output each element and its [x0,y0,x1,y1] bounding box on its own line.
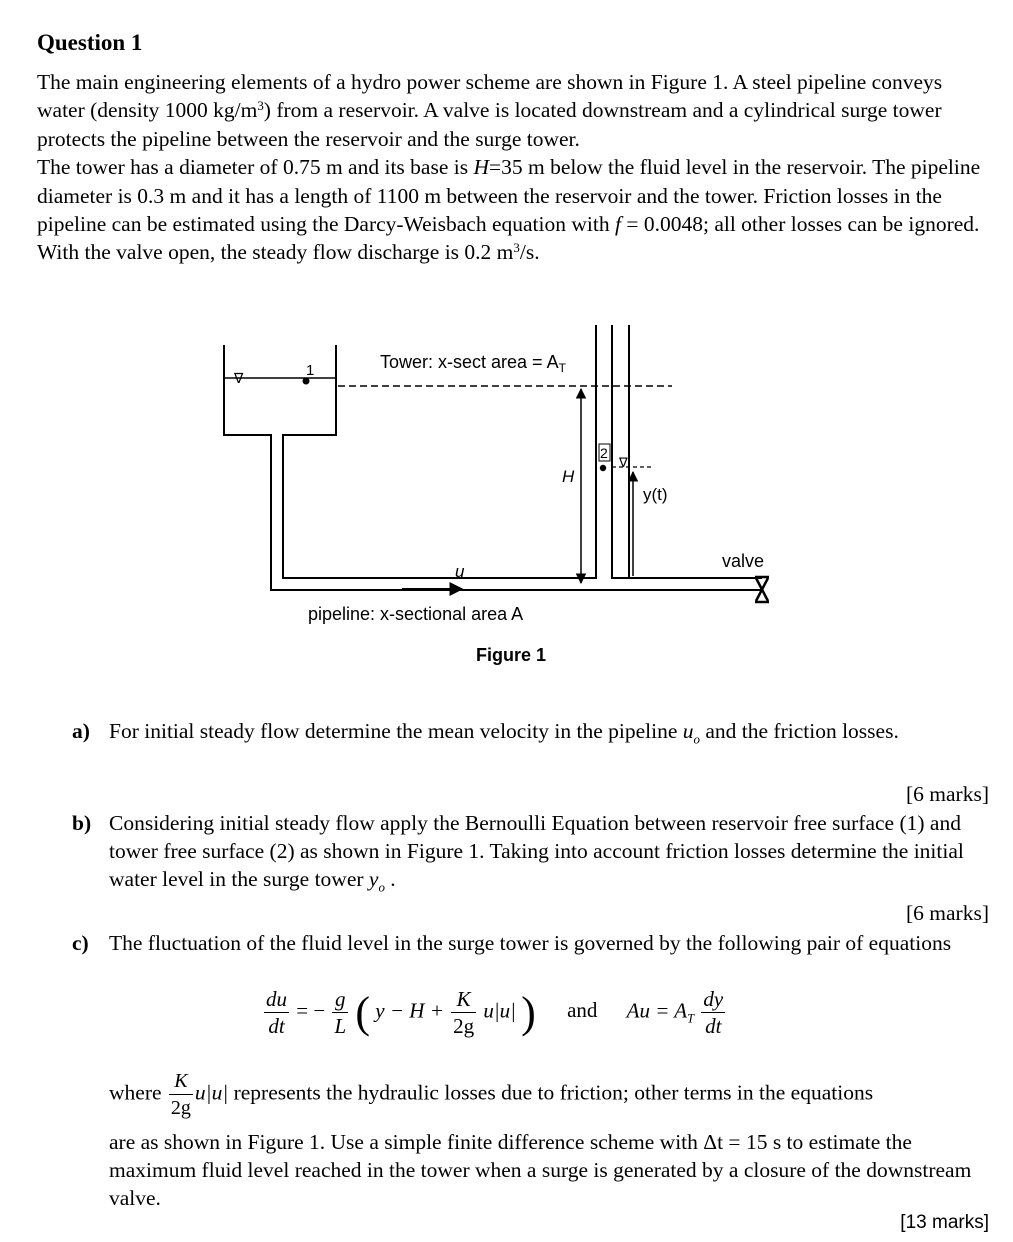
part-a-text: For initial steady flow determine the mean velocity in the pipeline $u_o$ and the friction losses. [109,719,899,747]
question-intro [37,68,992,267]
H-label: H [562,467,575,486]
question-heading: Question 1 [37,30,143,55]
part-b-text: Considering initial steady flow apply the Bernoulli Equation between reservoir free surface (1) and tower free surface (2) as shown in Figure 1. Taking into account friction losses determine the initial water level in the surge tower $y_o$ . [109,811,964,895]
intro-paragraph-2: The tower has a diameter of 0.75 m and its base is H=35 m below the fluid level in the reservoir. The pipeline diameter is 0.3 m and it has a length of 1100 m between the reservoir and the tower. Friction losses in the pipeline can be estimated using the Darcy-Weisbach equation with f = 0.0048; all other losses can be ignored. With the valve open, the steady flow discharge is 0.2 $m^3/s$. [37,155,981,265]
u-label: u [455,562,465,581]
part-c-tail: are as shown in Figure 1. Use a simple finite difference scheme with Δt = 15 s to estimate the maximum fluid level reached in the tower when a surge is generated by a closure of the downstream valve. [109,1130,972,1210]
part-a-marks: [6 marks] [906,782,989,806]
where-line: where $\frac{K}{2g}$ u|u| represents the hydraulic losses due to friction; other terms in the equations [109,1070,874,1119]
tower-label: Tower: x-sect area = $A_T$ [380,352,566,375]
y-label: y(t) [643,485,668,504]
part-c [72,929,994,957]
part-b [72,809,994,901]
pipeline-label: pipeline: x-sectional area A [308,604,524,624]
intro-paragraph-1: The main engineering elements of a hydro power scheme are shown in Figure 1. A steel pipeline conveys water (density 1000 $kg/m^3$) from a reservoir. A valve is located downstream and a cylindrical surge tower protects the pipeline between the reservoir and the surge tower. [37,70,943,151]
point-2-label: 2 [600,445,608,461]
point-2-dot [600,465,606,471]
tower-water-triangle-icon: ∇ [619,456,628,471]
part-c-marks: [13 marks] [900,1212,989,1233]
part-a-label: a) [72,719,90,743]
valve-label: valve [722,551,765,571]
figure-caption: Figure 1 [476,645,547,665]
part-c-text: The fluctuation of the fluid level in the surge tower is governed by the following pair of equations [109,931,952,955]
part-c-label: c) [72,931,89,955]
part-b-marks: [6 marks] [906,901,989,925]
water-level-triangle-icon: ∇ [234,371,244,387]
figure-1-diagram [0,315,1013,670]
point-1-label: 1 [306,362,315,379]
governing-equations: $\frac{du}{dt}$ = − $\frac{g}{L}$ ( y − H + $\frac{K}{2g}$ u|u| ) and $Au = A_T$ $\frac{dy}{dt}$ [266,987,724,1038]
part-b-label: b) [72,811,92,835]
part-a [72,717,994,753]
